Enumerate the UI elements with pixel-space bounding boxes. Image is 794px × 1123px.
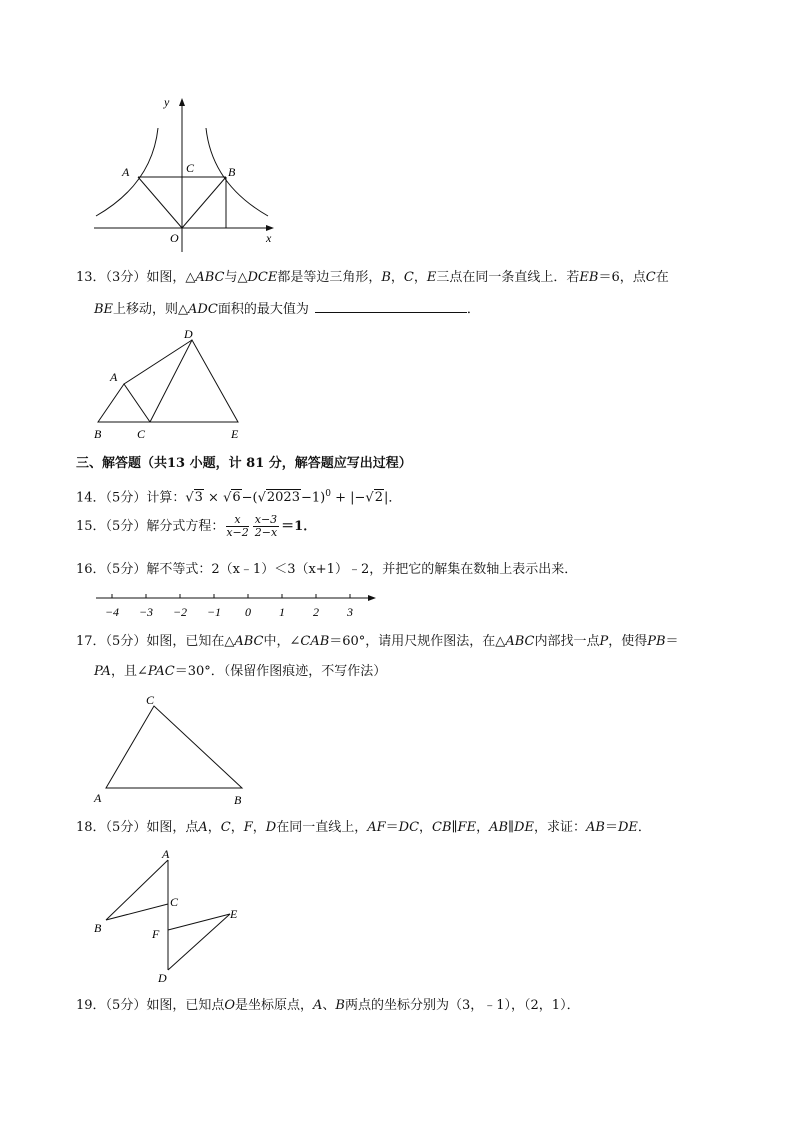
number-line-label: −4 [104,605,120,619]
fig18-E-label: E [230,907,238,921]
q17-line1: 17．（5分）如图，已知在△ABC中，∠CAB＝60°，请用尺规作图法，在△ABC内部找一点P，使得PB＝ [76,634,679,649]
q18: 18．（5分）如图，点A，C，F，D在同一直线上，AF＝DC，CB∥FE，AB∥DE，求证：AB＝DE． [76,820,651,835]
fig17-A-label: A [94,791,102,805]
fig17-C-label: C [146,693,155,707]
number-line-label: 1 [279,605,285,619]
fig17-B-label: B [234,793,242,807]
q15-fraction-2: $\frac{x-3}{2-x}$ [254,513,278,539]
section3-heading: 三、解答题（共13 小题，计 81 分，解答题应写出过程） [76,456,412,471]
q13-answer-blank[interactable] [315,298,467,313]
q17-line2: PA，且∠PAC＝30°．（保留作图痕迹，不写作法） [94,664,387,679]
q12-figure [88,92,288,252]
q15: 15．（5分）解分式方程： $\frac{x}{x-2}$ $\frac{x-3}{2-x}$ ＝1． [76,513,317,539]
q15-fraction-1: $\frac{x}{x-2}$ [226,513,249,539]
q13-figure [88,326,253,444]
fig12-A-label: A [122,165,130,179]
fig18-F-label: F [152,927,160,941]
fig18-C-label: C [170,895,179,909]
fig18-A-label: A [162,847,170,861]
fig18-D-label: D [158,971,167,984]
number-line-label: −1 [206,605,222,619]
fig13-A-label: A [110,370,118,384]
fig12-x-label: x [266,231,272,245]
fig13-E-label: E [231,427,239,441]
q17-figure [92,690,252,810]
fig12-C-label: C [186,161,195,175]
q19: 19．（5分）如图，已知点O是坐标原点，A、B两点的坐标分别为（3，﹣1），（2，1）． [76,998,580,1013]
number-line-label: −2 [172,605,188,619]
fig12-B-label: B [228,165,236,179]
fig12-O-label: O [170,231,179,245]
number-line-label: −3 [138,605,154,619]
number-line-label: 3 [347,605,353,619]
number-line-label: 2 [313,605,319,619]
number-line [92,588,382,624]
fig13-B-label: B [94,427,102,441]
q13-line2: BE上移动，则△ADC面积的最大值为 ． [94,298,480,320]
fig13-D-label: D [184,327,193,341]
q16: 16．（5分）解不等式：2（x﹣1）＜3（x+1）﹣2，并把它的解集在数轴上表示出来． [76,562,578,577]
fig12-y-label: y [164,95,170,109]
number-line-label: 0 [245,605,251,619]
q18-figure [90,844,250,984]
q14: 14．（5分）计算：$√3 \times √6-(√2023-1)^0 + |-√2|$． [76,489,402,506]
fig13-C-label: C [137,427,146,441]
fig18-B-label: B [94,921,102,935]
q13-line1: 13．（3分）如图，△ABC与△DCE都是等边三角形，B，C，E三点在同一条直线上．若EB＝6，点C在 [76,270,669,285]
